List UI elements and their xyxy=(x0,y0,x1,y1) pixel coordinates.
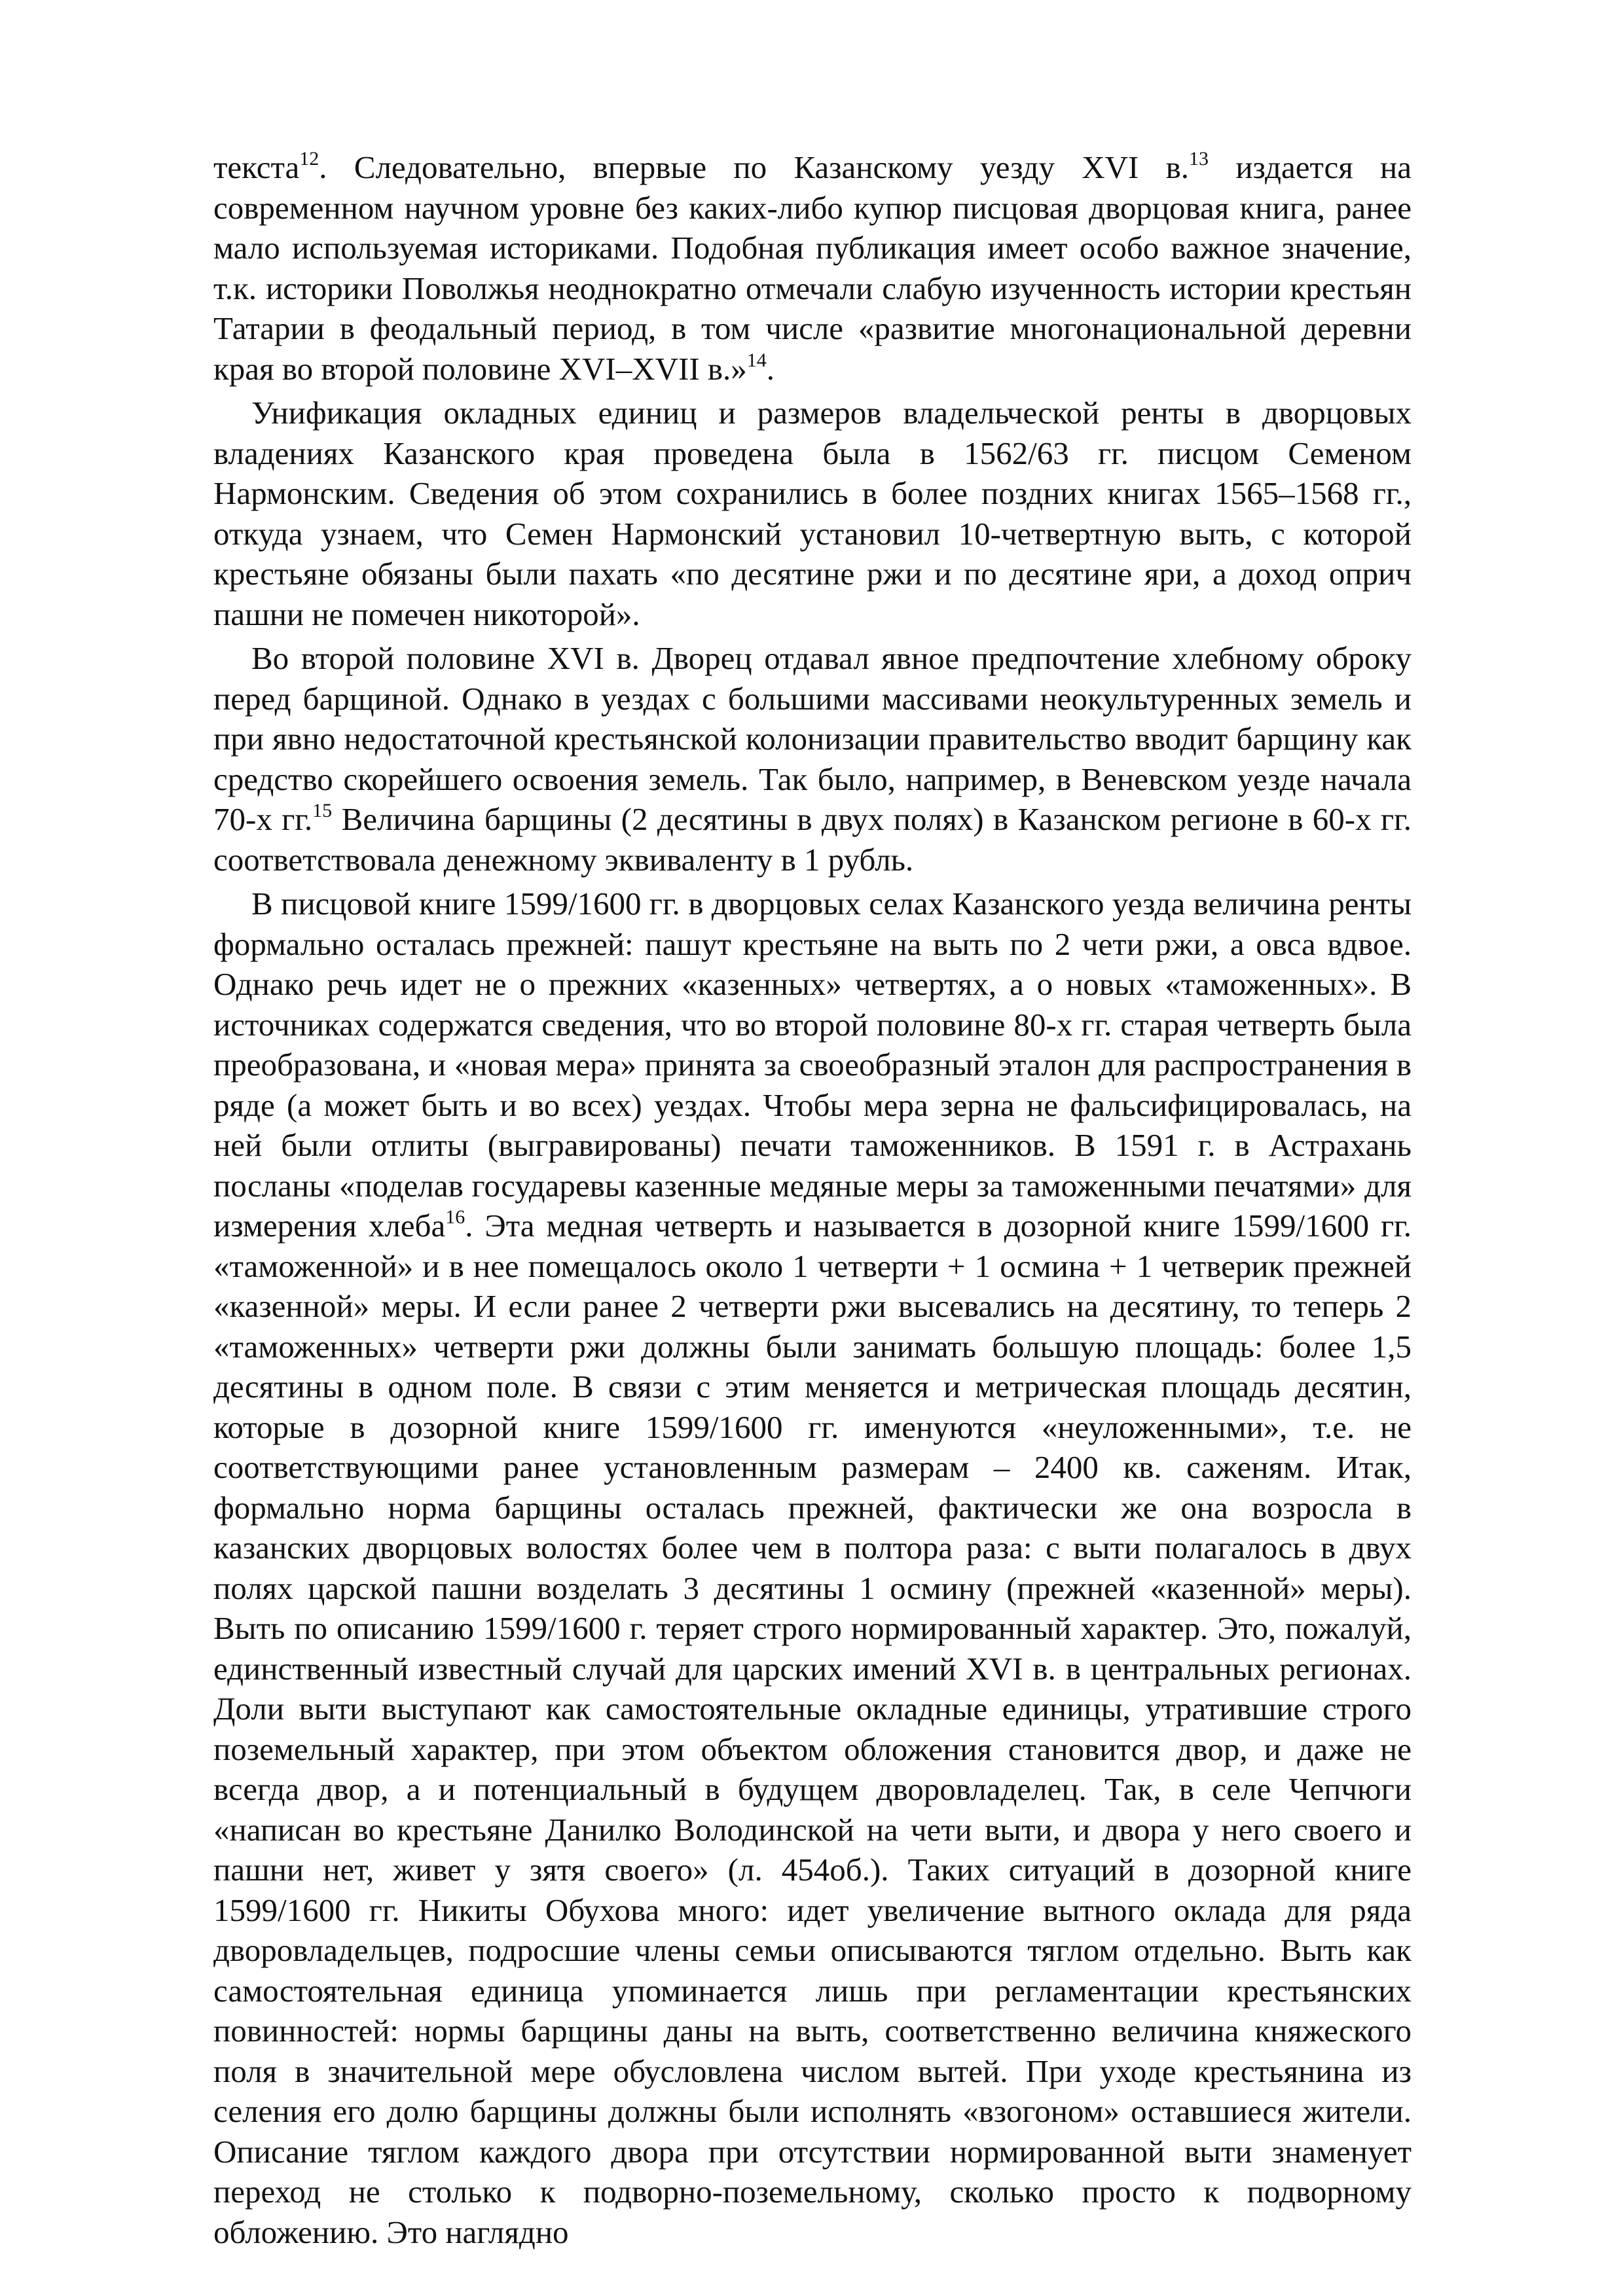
text-segment: . xyxy=(766,350,775,387)
paragraph-4 xyxy=(213,884,1412,2252)
text-segment: . Следовательно, впервые по Казанскому уезду XVI в. xyxy=(319,149,1190,185)
footnote-ref-14: 14 xyxy=(746,349,767,371)
paragraph-2 xyxy=(213,393,1412,634)
footnote-ref-12: 12 xyxy=(299,148,319,170)
text-segment: текста xyxy=(213,149,300,185)
text-segment: . Эта медная четверть и называется в дозорной книге 1599/1600 гг. «таможенной» и в нее помещалось около 1 четверти + 1 осмина + 1 четверик прежней «казенной» меры. И если ранее 2 четверти ржи высевались на десятину, то теперь 2 «таможенных» четверти ржи должны были занимать большую площадь: более 1,5 десятины в одном поле. В связи с этим меняется и метрическая площадь десятин, которые в дозорной книге 1599/1600 гг. именуются «неуложенными», т.е. не соответствующими ранее установленным размерам – 2400 кв. саженям. Итак, формально норма барщины осталась прежней, фактически же она возросла в казанских дворцовых волостях более чем в полтора раза: с выти полагалось в двух полях царской пашни возделать 3 десятины 1 осмину (прежней «казенной» меры). Выть по описанию 1599/1600 г. теряет строго нормированный характер. Это, пожалуй, единственный известный случай для царских имений XVI в. в центральных регионах. Доли выти выступают как самостоятельные окладные единицы, утратившие строго поземельный характер, при этом объектом обложения становится двор, и даже не всегда двор, а и потенциальный в будущем дворовладелец. Так, в селе Чепчюги «написан во крестьяне Данилко Володинской на чети выти, и двора у него своего и пашни нет, живет у зятя своего» (л. 454об.). Таких ситуаций в дозорной книге 1599/1600 гг. Никиты Обухова много: идет увеличение вытного оклада для ряда дворовладельцев, подросшие члены семьи описываются тяглом отдельно. Выть как самостоятельная единица упоминается лишь при регламентации крестьянских повинностей: нормы барщины даны на выть, соответственно величина княжеского поля в значительной мере обусловлена числом вытей. При уходе крестьянина из селения его долю барщины должны были исполнять «взогоном» оставшиеся жители. Описание тяглом каждого двора при отсутствии нормированной выти знаменует переход не столько к подворно-поземельному, сколько просто к подворному обложению. Это наглядно xyxy=(213,1208,1412,2250)
footnote-ref-16: 16 xyxy=(445,1206,465,1228)
body-text xyxy=(213,147,1412,2256)
text-segment: Унификация окладных единиц и размеров владельческой ренты в дворцовых владениях Казанского края проведена была в 1562/63 гг. писцом Семеном Нармонским. Сведения об этом сохранились в более поздних книгах 1565–1568 гг., откуда узнаем, что Семен Нармонский установил 10-четвертную выть, с которой крестьяне обязаны были пахать «по десятине ржи и по десятине яри, а доход оприч пашни не помечен никоторой». xyxy=(213,395,1412,632)
text-segment: Величина барщины (2 десятины в двух полях) в Казанском регионе в 60-х гг. соответствовала денежному эквиваленту в 1 рубль. xyxy=(213,801,1412,878)
text-segment: издается на современном научном уровне без каких-либо купюр писцовая дворцовая книга, ранее мало используемая историками. Подобная публикация имеет особо важное значение, т.к. историки Поволжья неоднократно отмечали слабую изученность истории крестьян Татарии в феодальный период, в том числе «развитие многонациональной деревни края во второй половине XVI–XVII в.» xyxy=(213,149,1412,387)
footnote-ref-15: 15 xyxy=(312,800,333,821)
text-segment: Во второй половине XVI в. Дворец отдавал явное предпочтение хлебному оброку перед барщиной. Однако в уездах с большими массивами неокультуренных земель и при явно недостаточной крестьянской колонизации правительство вводит барщину как средство скорейшего освоения земель. Так было, например, в Веневском уезде начала 70-х гг. xyxy=(213,640,1412,837)
text-segment: В писцовой книге 1599/1600 гг. в дворцовых селах Казанского уезда величина ренты формально осталась прежней: пашут крестьяне на выть по 2 чети ржи, а овса вдвое. Однако речь идет не о прежних «казенных» четвертях, а о новых «таможенных». В источниках содержатся сведения, что во второй половине 80-х гг. старая четверть была преобразована, и «новая мера» принята за своеобразный эталон для распространения в ряде (а может быть и во всех) уездах. Чтобы мера зерна не фальсифицировалась, на ней были отлиты (выгравированы) печати таможенников. В 1591 г. в Астрахань посланы «поделав государевы казенные медяные меры за таможенными печатями» для измерения хлеба xyxy=(213,886,1412,1244)
paragraph-3 xyxy=(213,638,1412,880)
footnote-ref-13: 13 xyxy=(1189,148,1209,170)
paragraph-1 xyxy=(213,147,1412,389)
